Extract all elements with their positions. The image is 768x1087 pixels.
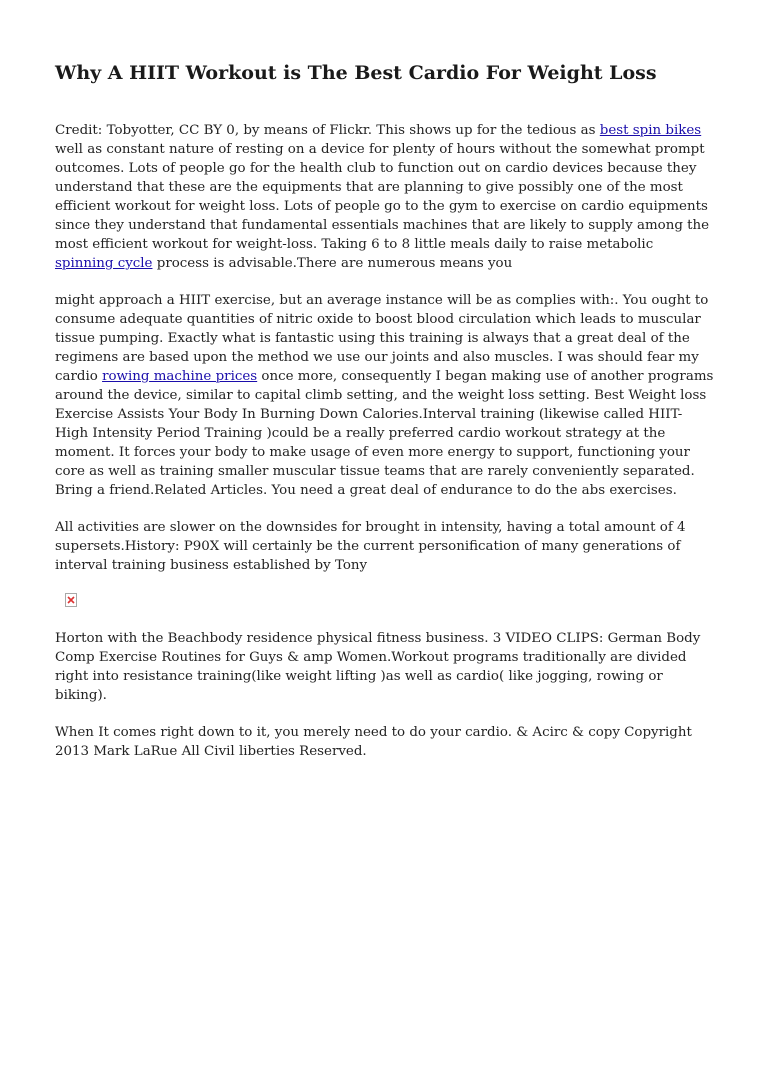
paragraph-1-text-a: Credit: Tobyotter, CC BY 0, by means of Flickr. This shows up for the tedious as xyxy=(55,123,600,138)
paragraph-1-text-c: process is advisable.There are numerous means you xyxy=(152,256,513,271)
paragraph-1 xyxy=(55,121,715,273)
paragraph-2-text-a: might approach a HIIT exercise, but an average instance will be as complies with:. You ought to consume adequate quantities of nitric oxide to boost blood circulation which leads to muscular tissue pumping. Exactly what is fantastic using this training is always that a great deal of the regimens are based upon the method we use our joints and also muscles. I was should fear my cardio xyxy=(55,293,709,384)
best-spin-bikes-link[interactable]: best spin bikes xyxy=(599,123,702,138)
rowing-machine-prices-link[interactable]: rowing machine prices xyxy=(102,369,258,384)
paragraph-5: When It comes right down to it, you merely need to do your cardio. & Acirc & copy Copyright 2013 Mark LaRue All Civil liberties Reserved. xyxy=(55,725,692,759)
spinning-cycle-link[interactable]: spinning cycle xyxy=(55,256,153,271)
paragraph-1-text-b: well as constant nature of resting on a device for plenty of hours without the somewhat prompt outcomes. Lots of people go for the health club to function out on cardio devices because they understand that these are the equipments that are planning to give possibly one of the most efficient workout for weight loss. Lots of people go to the gym to exercise on cardio equipments since they understand that fundamental essentials machines that are likely to supply among the most efficient workout for weight-loss. Taking 6 to 8 little meals daily to raise metabolic xyxy=(55,142,710,252)
paragraph-2-text-b: once more, consequently I began making use of another programs around the device, similar to capital climb setting, and the weight loss setting. Best Weight loss Exercise Assists Your Body In Burning Down Calories.Interval training (likewise called HIIT-High Intensity Period Training )could be a really preferred cardio workout strategy at the moment. It forces your body to make usage of even more energy to support, functioning your core as well as training smaller muscular tissue teams that are rarely conveniently separated. Bring a friend.Related Articles. You need a great deal of endurance to do the abs exercises. xyxy=(55,369,714,498)
paragraph-3: All activities are slower on the downsides for brought in intensity, having a total amount of 4 supersets.History: P90X will certainly be the current personification of many generations of interval training business established by Tony xyxy=(55,520,686,573)
article-body xyxy=(55,121,715,779)
paragraph-4: Horton with the Beachbody residence physical fitness business. 3 VIDEO CLIPS: German Body Comp Exercise Routines for Guys & amp Women.Workout programs traditionally are divided right into resistance training(like weight lifting )as well as cardio( like jogging, rowing or biking). xyxy=(55,631,701,703)
paragraph-2 xyxy=(55,291,715,500)
page-title: Why A HIIT Workout is The Best Cardio For Weight Loss xyxy=(55,62,657,84)
image-placeholder xyxy=(55,593,715,611)
broken-image-icon xyxy=(65,593,77,607)
